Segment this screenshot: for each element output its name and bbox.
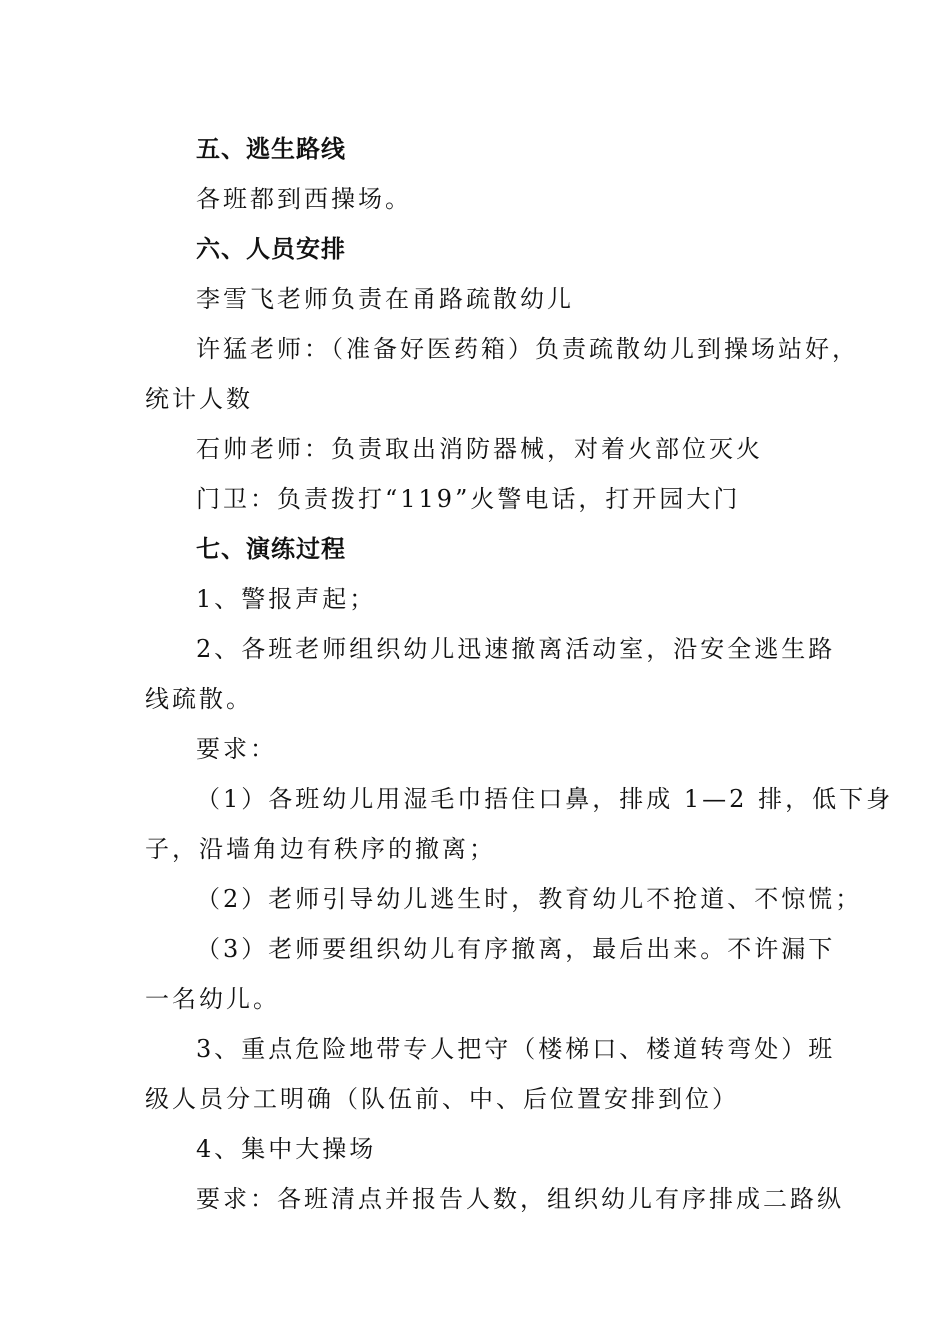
paragraph-line: 2、各班老师组织幼儿迅速撤离活动室，沿安全逃生路: [196, 635, 836, 663]
paragraph-line: 级人员分工明确（队伍前、中、后位置安排到位）: [145, 1085, 739, 1113]
paragraph-line: （3）老师要组织幼儿有序撤离，最后出来。不许漏下: [196, 935, 836, 963]
paragraph-line: 4、集中大操场: [196, 1135, 377, 1163]
paragraph-line: 要求：: [196, 735, 277, 763]
paragraph-line: 门卫：负责拨打“119”火警电话，打开园大门: [196, 485, 741, 513]
paragraph-line: 一名幼儿。: [145, 985, 280, 1013]
paragraph-line: 1、警报声起；: [196, 585, 377, 613]
paragraph-line: 3、重点危险地带专人把守（楼梯口、楼道转弯处）班: [196, 1035, 836, 1063]
section-heading-escape-route: 五、逃生路线: [196, 135, 346, 163]
section-heading-staff-arrangement: 六、人员安排: [196, 235, 346, 263]
paragraph-line: 各班都到西操场。: [196, 185, 412, 213]
paragraph-line: （2）老师引导幼儿逃生时，教育幼儿不抢道、不惊慌；: [196, 885, 863, 913]
paragraph-line: 要求：各班清点并报告人数，组织幼儿有序排成二路纵: [196, 1185, 844, 1213]
paragraph-line: 石帅老师：负责取出消防器械，对着火部位灭火: [196, 435, 763, 463]
paragraph-line: 统计人数: [145, 385, 253, 413]
paragraph-line: 许猛老师：（准备好医药箱）负责疏散幼儿到操场站好，: [196, 335, 859, 363]
paragraph-line: 线疏散。: [145, 685, 253, 713]
paragraph-line: 李雪飞老师负责在甬路疏散幼儿: [196, 285, 574, 313]
paragraph-line: （1）各班幼儿用湿毛巾捂住口鼻，排成 1—2 排，低下身: [196, 785, 894, 813]
paragraph-line: 子，沿墙角边有秩序的撤离；: [145, 835, 496, 863]
section-heading-drill-process: 七、演练过程: [196, 535, 346, 563]
